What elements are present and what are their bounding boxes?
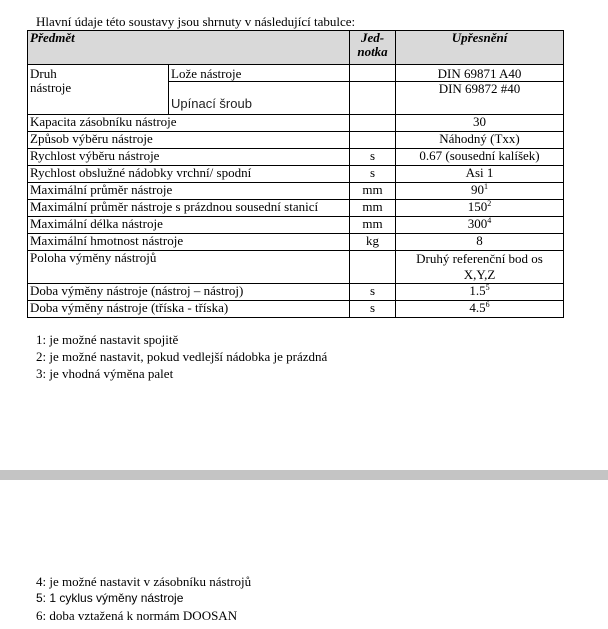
position-value-line1: Druhý referenční bod os <box>416 251 543 266</box>
row-value <box>396 217 564 234</box>
tool-holder-label: Lože nástroje <box>169 65 350 82</box>
row-unit: kg <box>350 234 396 251</box>
tool-type-label-line1: Druh <box>30 66 57 81</box>
footnote: 5: 1 cyklus výměny nástroje <box>36 591 184 605</box>
footnote-ref: 5 <box>485 283 490 292</box>
row-unit <box>350 132 396 149</box>
row-value: Náhodný (Txx) <box>396 132 564 149</box>
header-unit-line1: Jed- <box>360 30 385 45</box>
page-bottom <box>0 480 608 629</box>
position-value-line2: X,Y,Z <box>463 267 496 282</box>
row-value: 30 <box>396 115 564 132</box>
header-unit <box>350 31 396 65</box>
clamp-screw-label: Upínací šroub <box>169 82 350 115</box>
position-label: Poloha výměny nástrojů <box>28 251 350 284</box>
row-label: Doba výměny nástroje (nástroj – nástroj) <box>28 284 350 301</box>
footnote-ref: 1 <box>484 182 489 191</box>
footnote-ref: 6 <box>485 300 490 309</box>
page-divider <box>0 470 608 480</box>
row-value <box>396 183 564 200</box>
row-unit: mm <box>350 183 396 200</box>
row-label: Rychlost obslužné nádobky vrchní/ spodní <box>28 166 350 183</box>
footnote: 1: je možné nastavit spojitě <box>36 332 179 347</box>
header-unit-line2: notka <box>357 44 388 59</box>
table-row <box>28 217 564 234</box>
row-value-number: 4.5 <box>469 300 486 315</box>
table-row <box>28 200 564 217</box>
row-unit: s <box>350 166 396 183</box>
footnote-ref: 2 <box>487 199 492 208</box>
row-label: Rychlost výběru nástroje <box>28 149 350 166</box>
table-row <box>28 115 564 132</box>
row-value-number: 1.5 <box>469 283 486 298</box>
row-value <box>396 301 564 318</box>
row-value: 8 <box>396 234 564 251</box>
row-label: Způsob výběru nástroje <box>28 132 350 149</box>
row-label: Doba výměny nástroje (tříska - tříska) <box>28 301 350 318</box>
row-value: 0.67 (sousední kalíšek) <box>396 149 564 166</box>
table-row <box>28 149 564 166</box>
row-value-number: 90 <box>471 182 485 197</box>
intro-text: Hlavní údaje této soustavy jsou shrnuty v následující tabulce: <box>36 14 356 29</box>
spec-table <box>27 30 564 318</box>
clamp-screw-value: DIN 69872 #40 <box>396 82 564 115</box>
row-value-number: 150 <box>467 199 488 214</box>
row-unit: mm <box>350 217 396 234</box>
table-header-row <box>28 31 564 65</box>
row-label: Maximální průměr nástroje <box>28 183 350 200</box>
tool-type-label-line2: nástroje <box>30 80 72 95</box>
row-unit: s <box>350 301 396 318</box>
table-row <box>28 183 564 200</box>
row-label: Maximální průměr nástroje s prázdnou sousední stanicí <box>28 200 350 217</box>
footnote: 3: je vhodná výměna palet <box>36 366 174 381</box>
header-detail: Upřesnění <box>396 31 564 65</box>
position-unit <box>350 251 396 284</box>
tool-holder-value: DIN 69871 A40 <box>396 65 564 82</box>
footnotes-bottom <box>36 573 251 624</box>
position-value <box>396 251 564 284</box>
row-value <box>396 284 564 301</box>
header-subject: Předmět <box>28 31 350 65</box>
row-label: Maximální hmotnost nástroje <box>28 234 350 251</box>
footnote: 6: doba vztažená k normám DOOSAN <box>36 608 238 623</box>
footnote: 4: je možné nastavit v zásobníku nástrojů <box>36 574 252 589</box>
row-label: Kapacita zásobníku nástroje <box>28 115 350 132</box>
table-row <box>28 234 564 251</box>
row-unit <box>350 115 396 132</box>
row-unit: mm <box>350 200 396 217</box>
table-row <box>28 166 564 183</box>
row-label: Maximální délka nástroje <box>28 217 350 234</box>
table-row <box>28 301 564 318</box>
tool-type-row-1 <box>28 65 564 82</box>
row-value-number: 300 <box>467 216 488 231</box>
position-row <box>28 251 564 284</box>
tool-holder-unit <box>350 65 396 82</box>
footnote: 2: je možné nastavit, pokud vedlejší nádobka je prázdná <box>36 349 328 364</box>
tool-type-label <box>28 65 169 115</box>
footnotes-top <box>36 331 327 382</box>
footnote-ref: 4 <box>487 216 492 225</box>
table-row <box>28 132 564 149</box>
table-row <box>28 284 564 301</box>
row-value <box>396 200 564 217</box>
row-value: Asi 1 <box>396 166 564 183</box>
clamp-screw-unit <box>350 82 396 115</box>
row-unit: s <box>350 284 396 301</box>
row-unit: s <box>350 149 396 166</box>
